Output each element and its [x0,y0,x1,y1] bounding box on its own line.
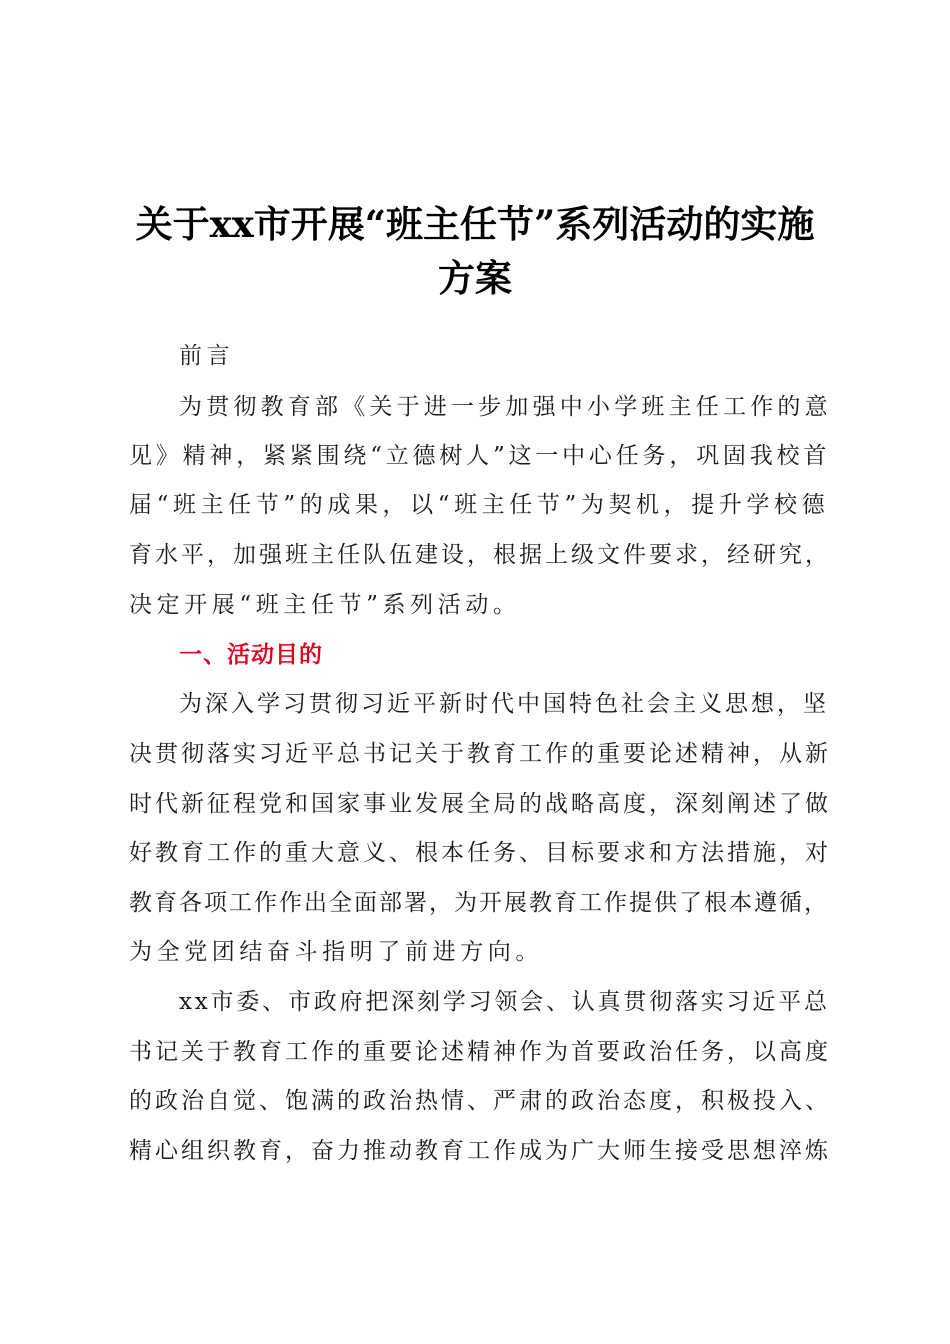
preface-line-4: 育水平，加强班主任队伍建设，根据上级文件要求，经研究， [129,542,831,568]
document-title-line-2: 方案 [438,256,512,300]
section1-para1-line-3: 时代新征程党和国家事业发展全局的战略高度，深刻阐述了做 [129,791,831,817]
preface-label: 前言 [179,343,235,369]
section1-para2-line-4: 精心组织教育，奋力推动教育工作成为广大师生接受思想淬炼 [129,1138,831,1164]
preface-line-2: 见》精神，紧紧围绕“立德树人”这一中心任务，巩固我校首 [129,443,831,469]
document-title-line-1: 关于xx市开展“班主任节”系列活动的实施 [135,202,815,246]
section1-para1-line-6: 为全党团结奋斗指明了前进方向。 [129,939,543,965]
preface-line-1: 为贯彻教育部《关于进一步加强中小学班主任工作的意 [179,394,832,420]
section-heading-1: 一、活动目的 [179,642,323,668]
section1-para1-line-1: 为深入学习贯彻习近平新时代中国特色社会主义思想，坚 [179,691,829,717]
preface-line-3: 届“班主任节”的成果，以“班主任节”为契机，提升学校德 [129,492,830,518]
section1-para1-line-5: 教育各项工作作出全面部署，为开展教育工作提供了根本遵循， [129,890,829,916]
preface-line-5: 决定开展“班主任节”系列活动。 [129,592,521,618]
section1-para1-line-2: 决贯彻落实习近平总书记关于教育工作的重要论述精神，从新 [129,741,831,767]
section1-para2-line-3: 的政治自觉、饱满的政治热情、严肃的政治态度，积极投入、 [129,1088,831,1114]
section1-para2-line-2: 书记关于教育工作的重要论述精神作为首要政治任务，以高度 [129,1039,831,1065]
section1-para1-line-4: 好教育工作的重大意义、根本任务、目标要求和方法措施，对 [129,840,831,866]
section1-para2-line-1: xx市委、市政府把深刻学习领会、认真贯彻落实习近平总 [179,989,830,1015]
